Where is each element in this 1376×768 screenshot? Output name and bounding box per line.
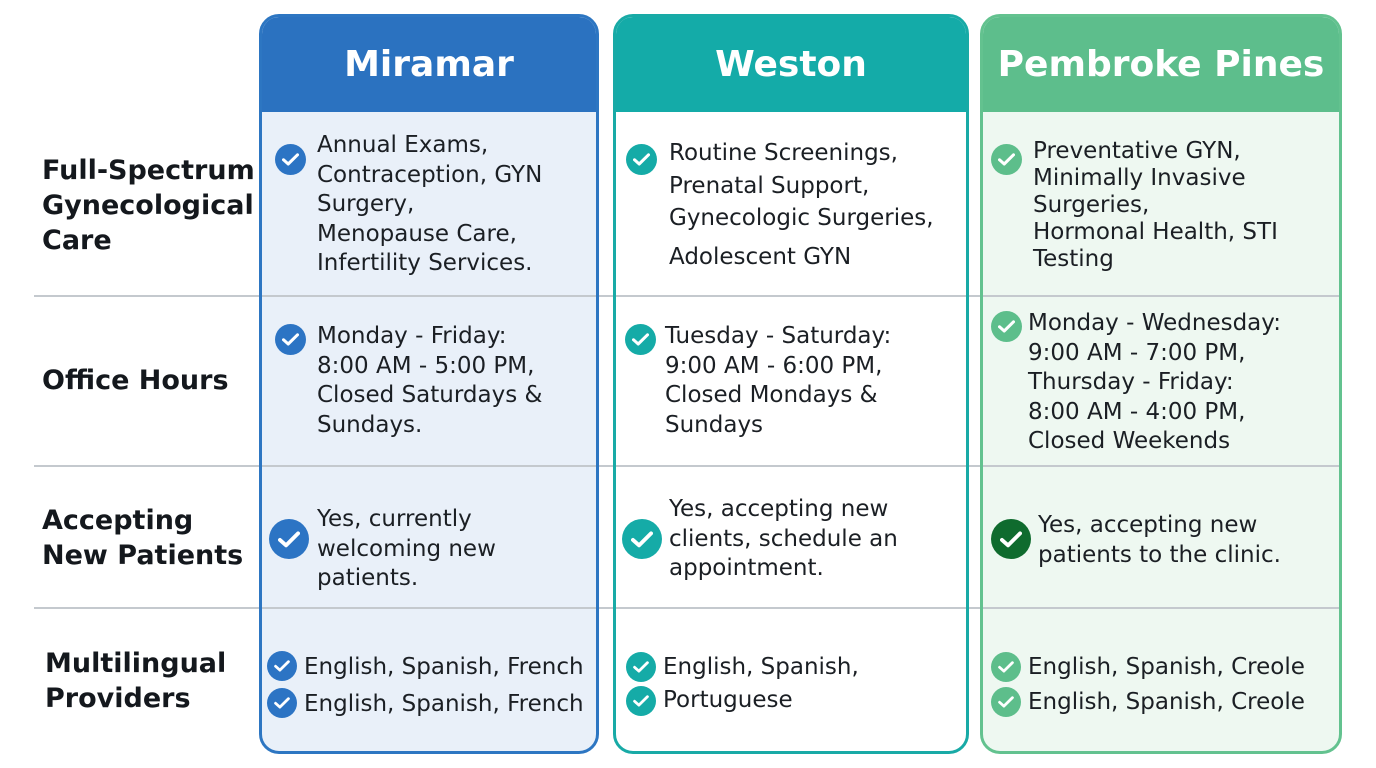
accepting-patients-weston [669, 495, 898, 584]
hours-line: 9:00 AM - 7:00 PM, [1028, 339, 1246, 366]
care-line: Prenatal Support, [669, 172, 870, 199]
care-line: Contraception, GYN [317, 161, 543, 188]
hours-line: Tuesday - Saturday: [665, 323, 892, 349]
hours-line: 8:00 AM - 4:00 PM, [1028, 398, 1246, 425]
accepting-line: patients. [317, 565, 419, 591]
care-line: Infertility Services. [317, 250, 533, 276]
care-line: Routine Screenings, [669, 140, 898, 166]
hours-line: Sundays. [317, 411, 423, 438]
accepting-line: patients to the clinic. [1038, 541, 1281, 568]
accepting-line: Yes, currently [317, 506, 472, 532]
cell-divider [983, 465, 1339, 467]
hours-line: Sundays [665, 411, 764, 438]
accepting-line: welcoming new [317, 535, 496, 562]
accepting-line: appointment. [669, 555, 824, 581]
cell-divider [262, 465, 596, 467]
language-line: English, Spanish, Creole [1028, 654, 1305, 680]
hours-line: Closed Saturdays & [317, 382, 543, 408]
row-label-accepting-new-patients [42, 503, 243, 573]
column-header-miramar: Miramar [262, 17, 596, 112]
care-line: Preventative GYN, [1033, 138, 1241, 164]
hours-line: 9:00 AM - 6:00 PM, [665, 352, 883, 379]
care-line: Menopause Care, [317, 220, 517, 247]
care-services-pembroke-pines [1033, 138, 1278, 273]
check-circle-icon [991, 519, 1031, 559]
language-line: Portuguese [663, 687, 793, 713]
check-circle-icon [626, 686, 656, 716]
check-circle-icon [626, 652, 656, 682]
cell-divider [262, 295, 596, 297]
check-circle-icon [991, 687, 1021, 717]
check-circle-icon [991, 144, 1022, 175]
care-line: Testing [1033, 246, 1114, 272]
row-label-line: Full-Spectrum [42, 155, 255, 186]
hours-line: Closed Mondays & [665, 382, 878, 408]
check-circle-icon [622, 519, 662, 559]
hours-line: Thursday - Friday: [1028, 369, 1234, 395]
check-circle-icon [269, 519, 309, 559]
check-circle-icon [625, 324, 656, 355]
check-circle-icon [267, 651, 297, 681]
row-label-line: Multilingual [45, 648, 227, 679]
row-label-office-hours [42, 363, 229, 398]
row-label-line: Office Hours [42, 365, 229, 396]
care-line: Minimally Invasive [1033, 165, 1246, 191]
cell-divider [616, 295, 966, 297]
accepting-line: Yes, accepting new [1038, 512, 1258, 538]
care-line: Annual Exams, [317, 132, 489, 158]
cell-divider [616, 607, 966, 609]
column-miramar [259, 14, 599, 754]
accepting-patients-pembroke-pines [1038, 511, 1281, 570]
care-services-miramar [317, 131, 542, 279]
check-circle-icon [275, 324, 306, 355]
office-hours-weston [665, 322, 891, 440]
hours-line: Closed Weekends [1028, 428, 1231, 454]
accepting-line: Yes, accepting new [669, 496, 889, 522]
care-line: Adolescent GYN [669, 243, 852, 270]
row-label-line: Accepting [42, 505, 194, 536]
column-header-weston: Weston [616, 17, 966, 112]
row-label-gynecological-care [42, 153, 255, 258]
row-label-line: Providers [45, 683, 191, 714]
check-circle-icon [991, 652, 1021, 682]
hours-line: 8:00 AM - 5:00 PM, [317, 352, 535, 379]
language-line: English, Spanish, French [304, 691, 584, 717]
accepting-line: clients, schedule an [669, 525, 898, 552]
language-line: English, Spanish, Creole [1028, 689, 1305, 715]
care-line: Surgery, [317, 191, 415, 217]
care-services-weston [669, 137, 934, 273]
check-circle-icon [991, 311, 1022, 342]
column-weston [613, 14, 969, 754]
accepting-patients-miramar [317, 505, 496, 594]
cell-divider [983, 295, 1339, 297]
check-circle-icon [626, 144, 657, 175]
row-label-line: Gynecological [42, 190, 254, 221]
language-line: English, Spanish, [663, 654, 859, 680]
office-hours-miramar [317, 322, 542, 440]
cell-divider [983, 607, 1339, 609]
check-circle-icon [267, 688, 297, 718]
hours-line: Monday - Friday: [317, 323, 507, 349]
check-circle-icon [275, 144, 306, 175]
care-line: Gynecologic Surgeries, [669, 205, 934, 231]
language-line: English, Spanish, French [304, 654, 584, 680]
column-header-pembroke-pines: Pembroke Pines [983, 17, 1339, 112]
cell-divider [616, 465, 966, 467]
cell-divider [262, 607, 596, 609]
column-pembroke-pines [980, 14, 1342, 754]
care-line: Surgeries, [1033, 192, 1150, 218]
hours-line: Monday - Wednesday: [1028, 310, 1281, 336]
office-hours-pembroke-pines [1028, 309, 1281, 457]
row-label-multilingual-providers [45, 646, 226, 716]
row-label-line: Care [42, 225, 112, 256]
care-line: Hormonal Health, STI [1033, 219, 1278, 245]
row-label-line: New Patients [42, 540, 244, 571]
